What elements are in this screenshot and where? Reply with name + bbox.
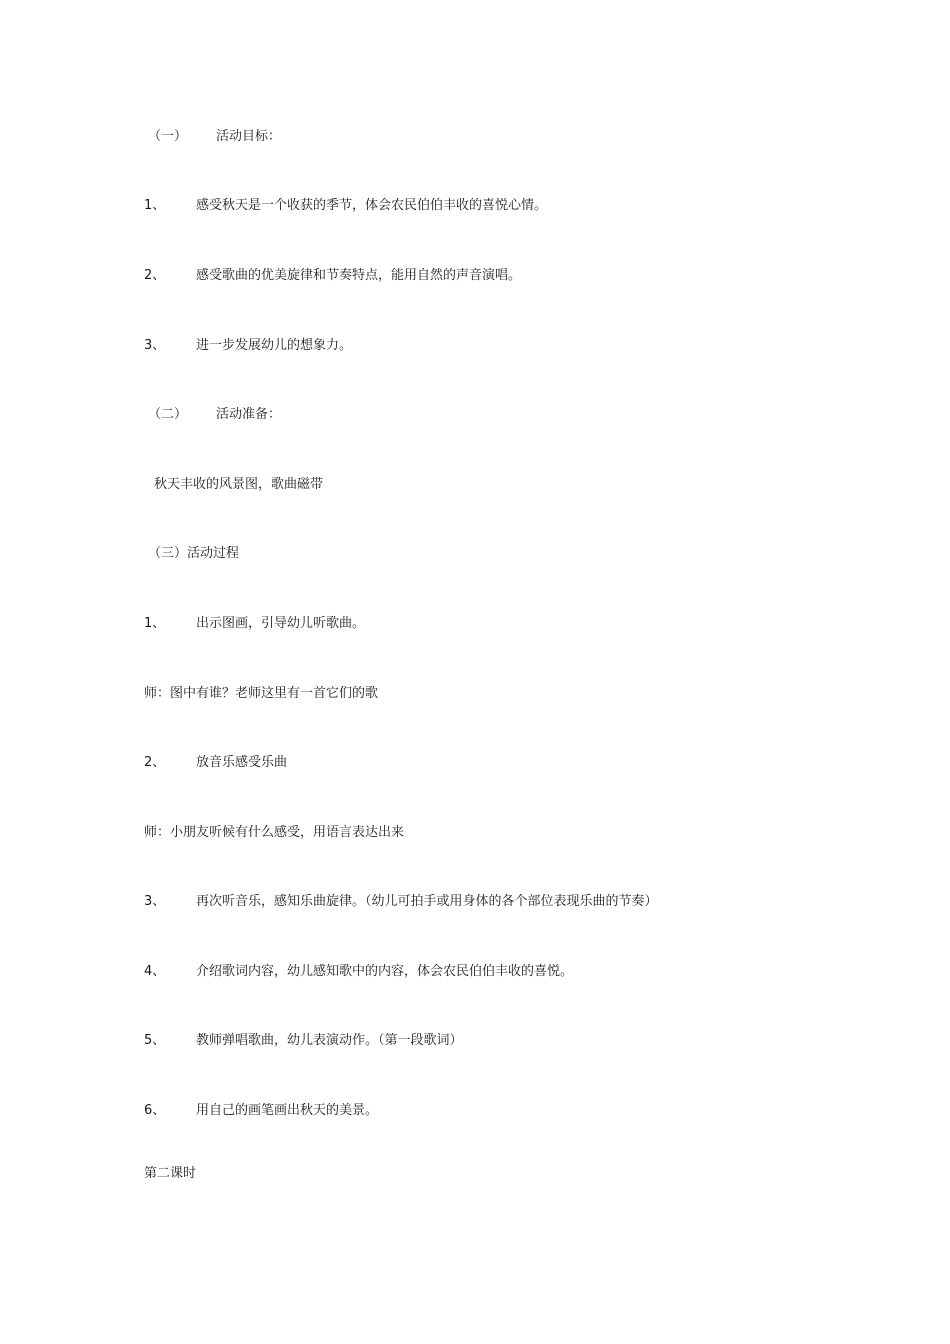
item-text: 用自己的画笔画出秋天的美景。 (196, 1103, 379, 1118)
item-number: 2、 (144, 268, 166, 283)
item-text: 介绍歌词内容，幼儿感知歌中的内容，体会农民伯伯丰收的喜悦。 (196, 964, 574, 979)
section-label: （二） (148, 407, 188, 422)
item-number: 3、 (144, 338, 166, 353)
section-title: 活动准备： (216, 407, 282, 422)
item-text: 教师弹唱歌曲，幼儿表演动作。（第一段歌词） (196, 1033, 463, 1048)
item-number: 4、 (144, 964, 166, 979)
item-number: 5、 (144, 1033, 166, 1048)
section-label: （一） (148, 129, 188, 144)
item-number: 2、 (144, 755, 166, 770)
item-text: 感受秋天是一个收获的季节，体会农民伯伯丰收的喜悦心情。 (196, 198, 548, 213)
item-number: 1、 (144, 198, 166, 213)
item-text: 放音乐感受乐曲 (196, 755, 288, 770)
item-text: 再次听音乐，感知乐曲旋律。（幼儿可拍手或用身体的各个部位表现乐曲的节奏） (196, 894, 658, 909)
item-number: 6、 (144, 1103, 166, 1118)
item-number: 1、 (144, 616, 166, 631)
section-title: 活动目标： (216, 129, 282, 144)
document-page: （一） 活动目标： 1、 感受秋天是一个收获的季节，体会农民伯伯丰收的喜悦心情。 2、 感受歌曲的优美旋律和节奏特点，能用自然的声音演唱。 3、 进一步发展幼儿的想象力。 （二） 活动准备： 秋天丰收的风景图，歌曲磁带 （三）活动过程 1、 出示图画，引导幼儿听歌曲。 师：图中有谁？老师这里有一首它们的歌 2、 放音乐感受乐曲 师：小朋友听候有什么感受，用语言表达出来 3、 再次听音乐，感知乐曲旋律。（幼儿可拍手或用身体的各个部位表现乐曲的节奏） 4、 介绍歌词内容，幼儿感知歌中的内容，体会农民伯伯丰收的喜悦。 5、 教师弹唱歌曲，幼儿表演动作。（第一段歌词） 6、 用自己的画笔画出秋天的美景。 第二课时 (144, 129, 658, 1181)
item-text: 进一步发展幼儿的想象力。 (196, 338, 353, 353)
item-number: 3、 (144, 894, 166, 909)
item-text: 感受歌曲的优美旋律和节奏特点，能用自然的声音演唱。 (196, 268, 522, 283)
item-text: 出示图画，引导幼儿听歌曲。 (196, 616, 366, 631)
